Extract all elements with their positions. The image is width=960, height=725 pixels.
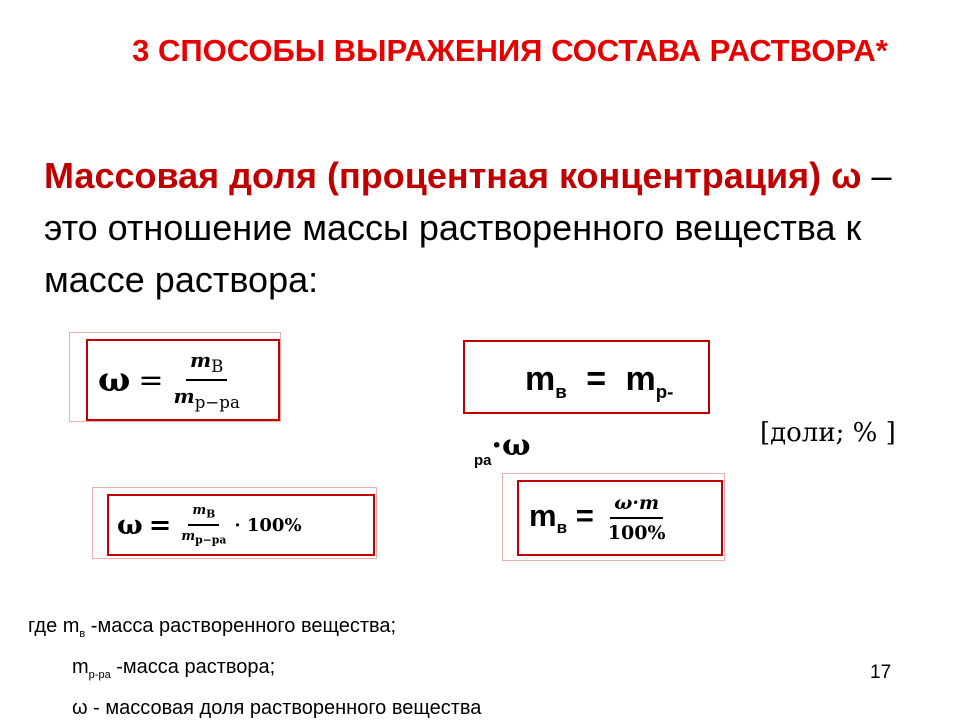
percent-fraction: $\frac{m_В}{m_{р-ра}}$ <box>181 503 227 547</box>
units-label: [доли; % ] <box>760 418 896 448</box>
omega-symbol: ω <box>98 360 131 400</box>
slide-title: 3 СПОСОБЫ ВЫРАЖЕНИЯ СОСТАВА РАСТВОРА* <box>132 33 888 68</box>
formula-mass-percent-box-outer <box>502 473 725 561</box>
formula-omega-box-outer <box>69 332 281 422</box>
definition-rest: – это отношение массы растворенного вещества к массе раствора: <box>44 155 892 300</box>
definition-term: Массовая доля (процентная концентрация) ω <box>44 155 862 196</box>
note-line-1: где $m_в$ -масса растворенного вещества; <box>28 615 397 640</box>
definition-text <box>44 150 924 306</box>
mass-fraction: $\frac{m_В}{m_{р-ра}}$ <box>173 348 240 412</box>
note-line-2: $m_{р-ра}$ -масса раствора; <box>72 656 276 681</box>
note-line-3: ω - массовая доля растворенного вещества <box>72 697 482 719</box>
formula-mass-percent-box: $m_в$ = $\frac{\omega\cdot m}{100\%}$ <box>517 480 723 556</box>
page-number: 17 <box>870 662 892 683</box>
mass-percent-fraction: $\frac{\omega\cdot m}{100\%}$ <box>607 492 666 544</box>
formula-percent-box-outer <box>92 487 377 559</box>
formula-mass-box: $m_в = m_{р-}$ <box>463 340 710 414</box>
formula-omega-box <box>86 339 280 421</box>
formula-percent-box: ω = $\frac{m_В}{m_{р-ра}}$ · 100% <box>107 494 375 556</box>
notes-block <box>28 610 481 725</box>
equals-sign: = <box>138 362 164 398</box>
formula-mass-continuation: $_{ра}$·ω <box>474 428 531 469</box>
times-hundred: · 100% <box>234 514 302 536</box>
